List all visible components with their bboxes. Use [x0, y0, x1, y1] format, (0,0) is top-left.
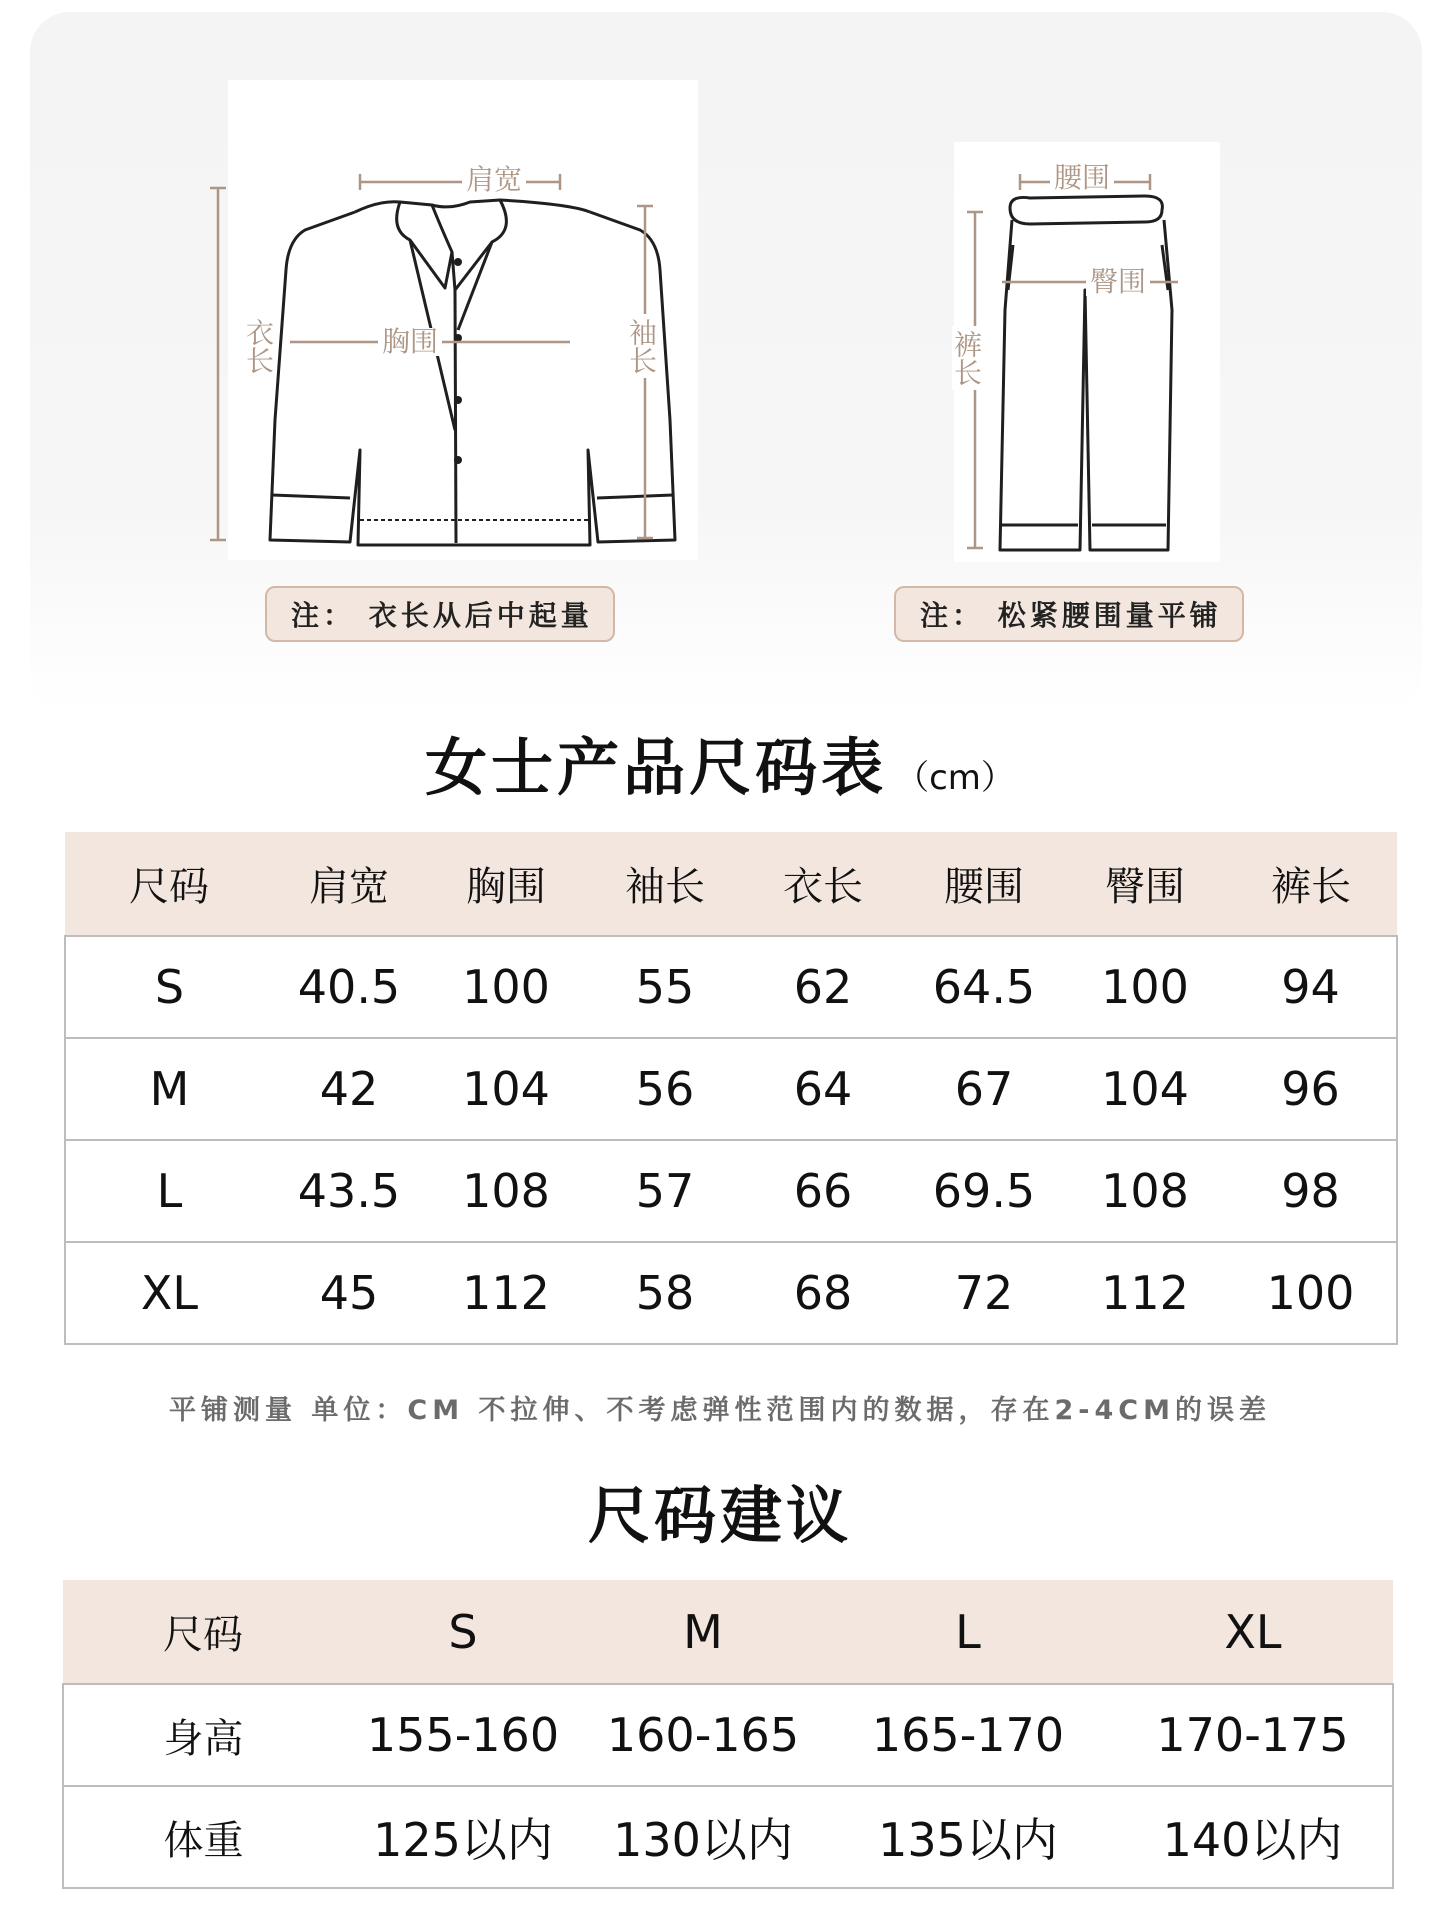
advice-header-l: L	[823, 1580, 1113, 1684]
table-cell: L	[65, 1140, 273, 1242]
shoulder-width-label: 肩宽	[462, 166, 526, 194]
size-chart-header-row	[65, 832, 1397, 936]
table-cell: 112	[425, 1242, 587, 1344]
table-row	[63, 1786, 1393, 1888]
table-cell: 100	[425, 936, 587, 1038]
size-chart-title-text: 女士产品尺码表	[425, 731, 888, 804]
measurement-footnote: 平铺测量 单位：CM 不拉伸、不考虑弹性范围内的数据，存在2-4CM的误差	[169, 1395, 1271, 1426]
table-cell: 165-170	[823, 1684, 1113, 1786]
table-row	[63, 1684, 1393, 1786]
table-cell: 130以内	[583, 1786, 823, 1888]
pants-note-pill: 注： 松紧腰围量平铺	[894, 586, 1244, 642]
table-cell: 45	[273, 1242, 425, 1344]
table-cell: 69.5	[903, 1140, 1065, 1242]
table-cell: 94	[1225, 936, 1397, 1038]
header-chest: 胸围	[425, 832, 587, 936]
table-cell: 108	[1065, 1140, 1225, 1242]
table-cell: 125以内	[343, 1786, 583, 1888]
table-cell: 72	[903, 1242, 1065, 1344]
size-chart-title	[0, 718, 1440, 807]
table-cell: 55	[587, 936, 743, 1038]
table-cell: M	[65, 1038, 273, 1140]
table-cell: 64	[743, 1038, 903, 1140]
row-label-weight: 体重	[63, 1786, 343, 1888]
size-advice-header-row	[63, 1580, 1393, 1684]
size-chart-unit: （cm）	[895, 758, 1015, 798]
table-cell: 170-175	[1113, 1684, 1393, 1786]
pants-length-label: 裤长	[952, 326, 980, 390]
table-cell: 155-160	[343, 1684, 583, 1786]
size-advice-title: 尺码建议	[587, 1479, 852, 1552]
table-row	[65, 1242, 1397, 1344]
table-cell: 100	[1065, 936, 1225, 1038]
table-cell: 66	[743, 1140, 903, 1242]
table-cell: 64.5	[903, 936, 1065, 1038]
advice-header-s: S	[343, 1580, 583, 1684]
table-cell: S	[65, 936, 273, 1038]
header-size: 尺码	[65, 832, 273, 936]
table-cell: 98	[1225, 1140, 1397, 1242]
table-row	[65, 1038, 1397, 1140]
table-cell: 62	[743, 936, 903, 1038]
table-row	[65, 936, 1397, 1038]
garment-length-label: 衣长	[244, 314, 272, 378]
size-chart-table	[64, 832, 1398, 1345]
table-cell: 104	[1065, 1038, 1225, 1140]
table-cell: 108	[425, 1140, 587, 1242]
header-shoulder: 肩宽	[273, 832, 425, 936]
waist-label: 腰围	[1050, 164, 1114, 192]
table-cell: 56	[587, 1038, 743, 1140]
table-cell: 67	[903, 1038, 1065, 1140]
table-cell: 96	[1225, 1038, 1397, 1140]
sleeve-length-label: 袖长	[627, 314, 655, 378]
table-cell: 57	[587, 1140, 743, 1242]
size-advice-table	[62, 1580, 1394, 1889]
table-cell: 42	[273, 1038, 425, 1140]
table-cell: 43.5	[273, 1140, 425, 1242]
table-row	[65, 1140, 1397, 1242]
header-length: 衣长	[743, 832, 903, 936]
advice-header-xl: XL	[1113, 1580, 1393, 1684]
advice-header-size: 尺码	[63, 1580, 343, 1684]
pants-illustration	[950, 140, 1220, 560]
table-cell: 40.5	[273, 936, 425, 1038]
header-pants-length: 裤长	[1225, 832, 1397, 936]
table-cell: 100	[1225, 1242, 1397, 1344]
chest-label: 胸围	[378, 328, 442, 356]
advice-header-m: M	[583, 1580, 823, 1684]
header-waist: 腰围	[903, 832, 1065, 936]
header-sleeve: 袖长	[587, 832, 743, 936]
header-hip: 臀围	[1065, 832, 1225, 936]
table-cell: 58	[587, 1242, 743, 1344]
top-note-pill: 注： 衣长从后中起量	[265, 586, 615, 642]
table-cell: 104	[425, 1038, 587, 1140]
table-cell: 135以内	[823, 1786, 1113, 1888]
table-cell: XL	[65, 1242, 273, 1344]
table-cell: 140以内	[1113, 1786, 1393, 1888]
table-cell: 68	[743, 1242, 903, 1344]
table-cell: 112	[1065, 1242, 1225, 1344]
row-label-height: 身高	[63, 1684, 343, 1786]
hip-label: 臀围	[1086, 268, 1150, 296]
table-cell: 160-165	[583, 1684, 823, 1786]
